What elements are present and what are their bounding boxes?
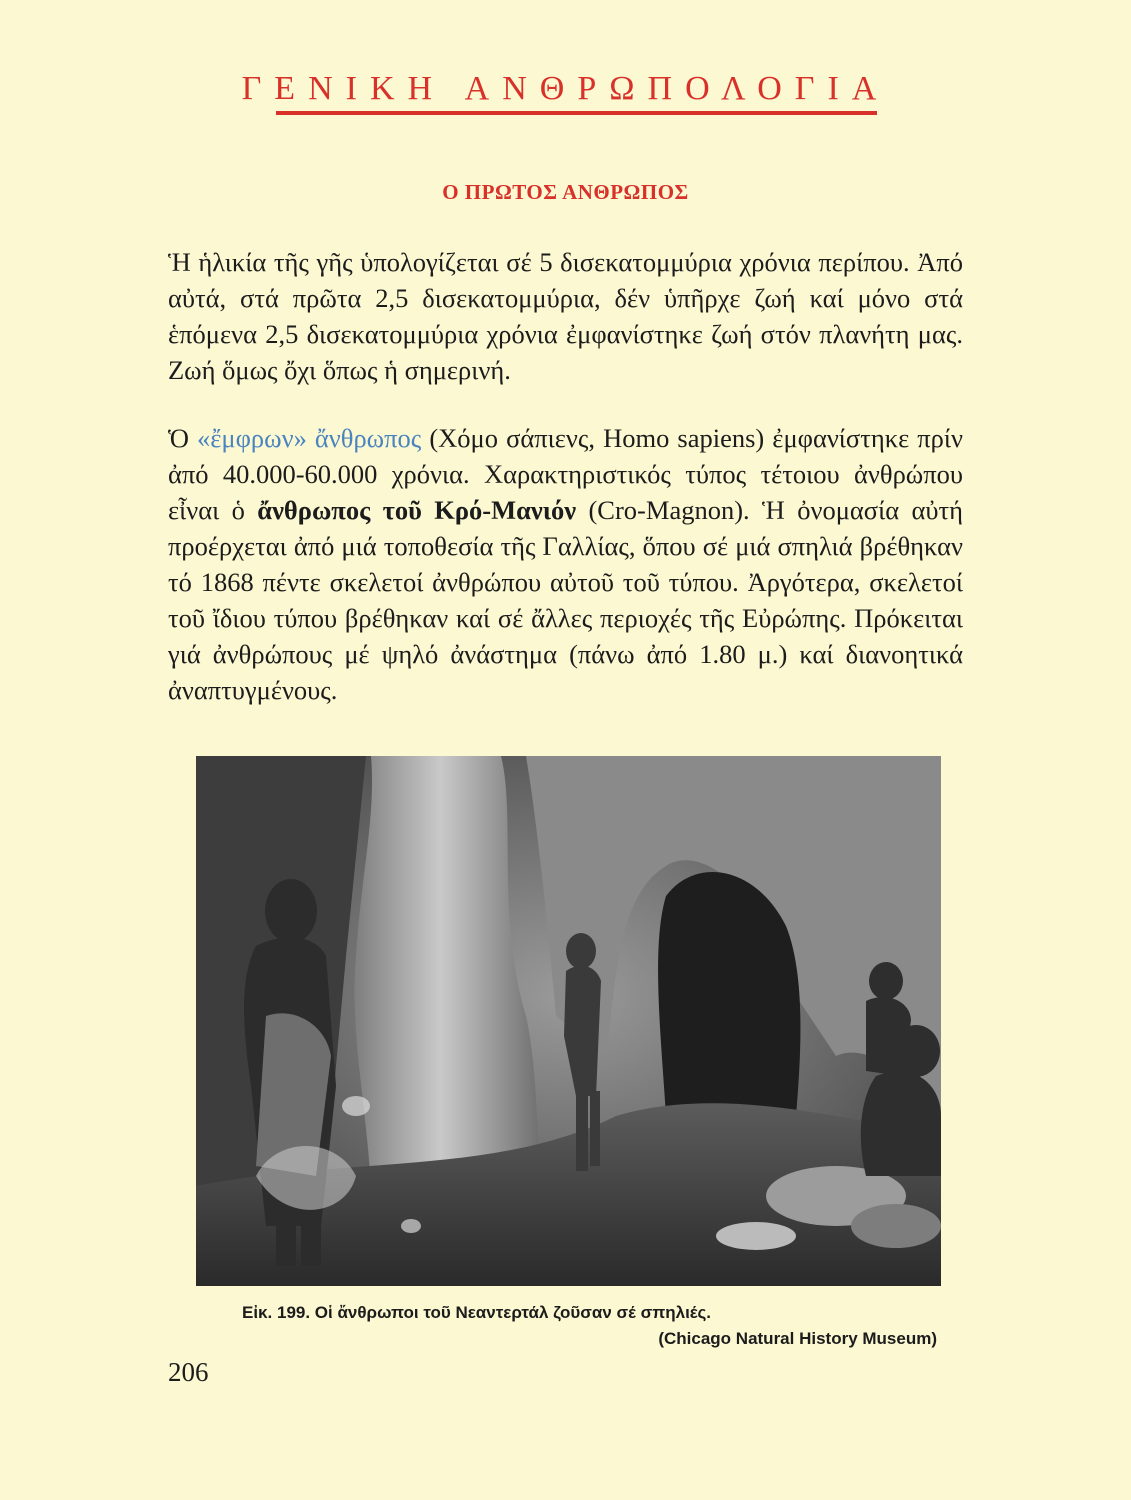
- running-head: ΓΕΝΙΚΗ ΑΝΘΡΩΠΟΛΟΓΙΑ: [241, 70, 890, 107]
- paragraph-2-text-c: (Cro-Magnon). Ἡ ὀνομασία αὐτή προέρχεται ἀπό μιά τοποθεσία τῆς Γαλλίας, ὅπου σέ μιά σπηλιά βρέθηκαν τό 1868 πέντε σκελετοί ἀνθρώπου αὐτοῦ τοῦ τύπου. Ἀργότερα, σκελετοί τοῦ ἴδιου τύπου βρέθηκαν καί σέ ἄλλες περιοχές τῆς Εὐρώπης. Πρόκειται γιά ἀνθρώπους μέ ψηλό ἀνάστημα (πάνω ἀπό 1.80 μ.) καί διανοητικά ἀναπτυγμένους.: [168, 495, 963, 705]
- page-number: 206: [168, 1357, 209, 1387]
- caption-credit: (Chicago Natural History Museum): [658, 1329, 937, 1348]
- figure-caption: [242, 1300, 942, 1352]
- section-title: Ο ΠΡΩΤΟΣ ΑΝΘΡΩΠΟΣ: [442, 180, 689, 204]
- highlighted-term: «ἔμφρων» ἄνθρωπος: [197, 423, 422, 453]
- cave-photo: [196, 756, 941, 1286]
- cave-scene-illustration: [196, 756, 941, 1286]
- paragraph-2: [168, 420, 963, 708]
- paragraph-2-text-b: (Χόμο σάπιενς, Homo sapiens) ἐμφανίστηκε πρίν ἀπό 40.000-60.000 χρόνια. Χαρακτηριστικός τύπος τέτοιου ἀνθρώπου εἶναι ὁ: [168, 423, 964, 525]
- paragraph-1: Ἡ ἡλικία τῆς γῆς ὑπολογίζεται σέ 5 δισεκατομμύρια χρόνια περίπου. Ἀπό αὐτά, στά πρῶτα 2,5 δισεκατομμύρια, δέν ὑπῆρχε ζωή καί μόνο στά ἑπόμενα 2,5 δισεκατομμύρια χρόνια ἐμφανίστηκε ζωή στόν πλανήτη μας. Ζωή ὅμως ὄχι ὅπως ἡ σημερινή.: [168, 247, 963, 385]
- caption-line-1: Εἰκ. 199. Οἱ ἄνθρωποι τοῦ Νεαντερτάλ ζοῦσαν σέ σπηλιές.: [242, 1303, 712, 1322]
- paragraph-2-text-a: Ὁ: [168, 423, 198, 453]
- header-rule: [276, 111, 877, 115]
- bold-term: ἄνθρωπος τοῦ Κρό-Μανιόν: [257, 495, 577, 525]
